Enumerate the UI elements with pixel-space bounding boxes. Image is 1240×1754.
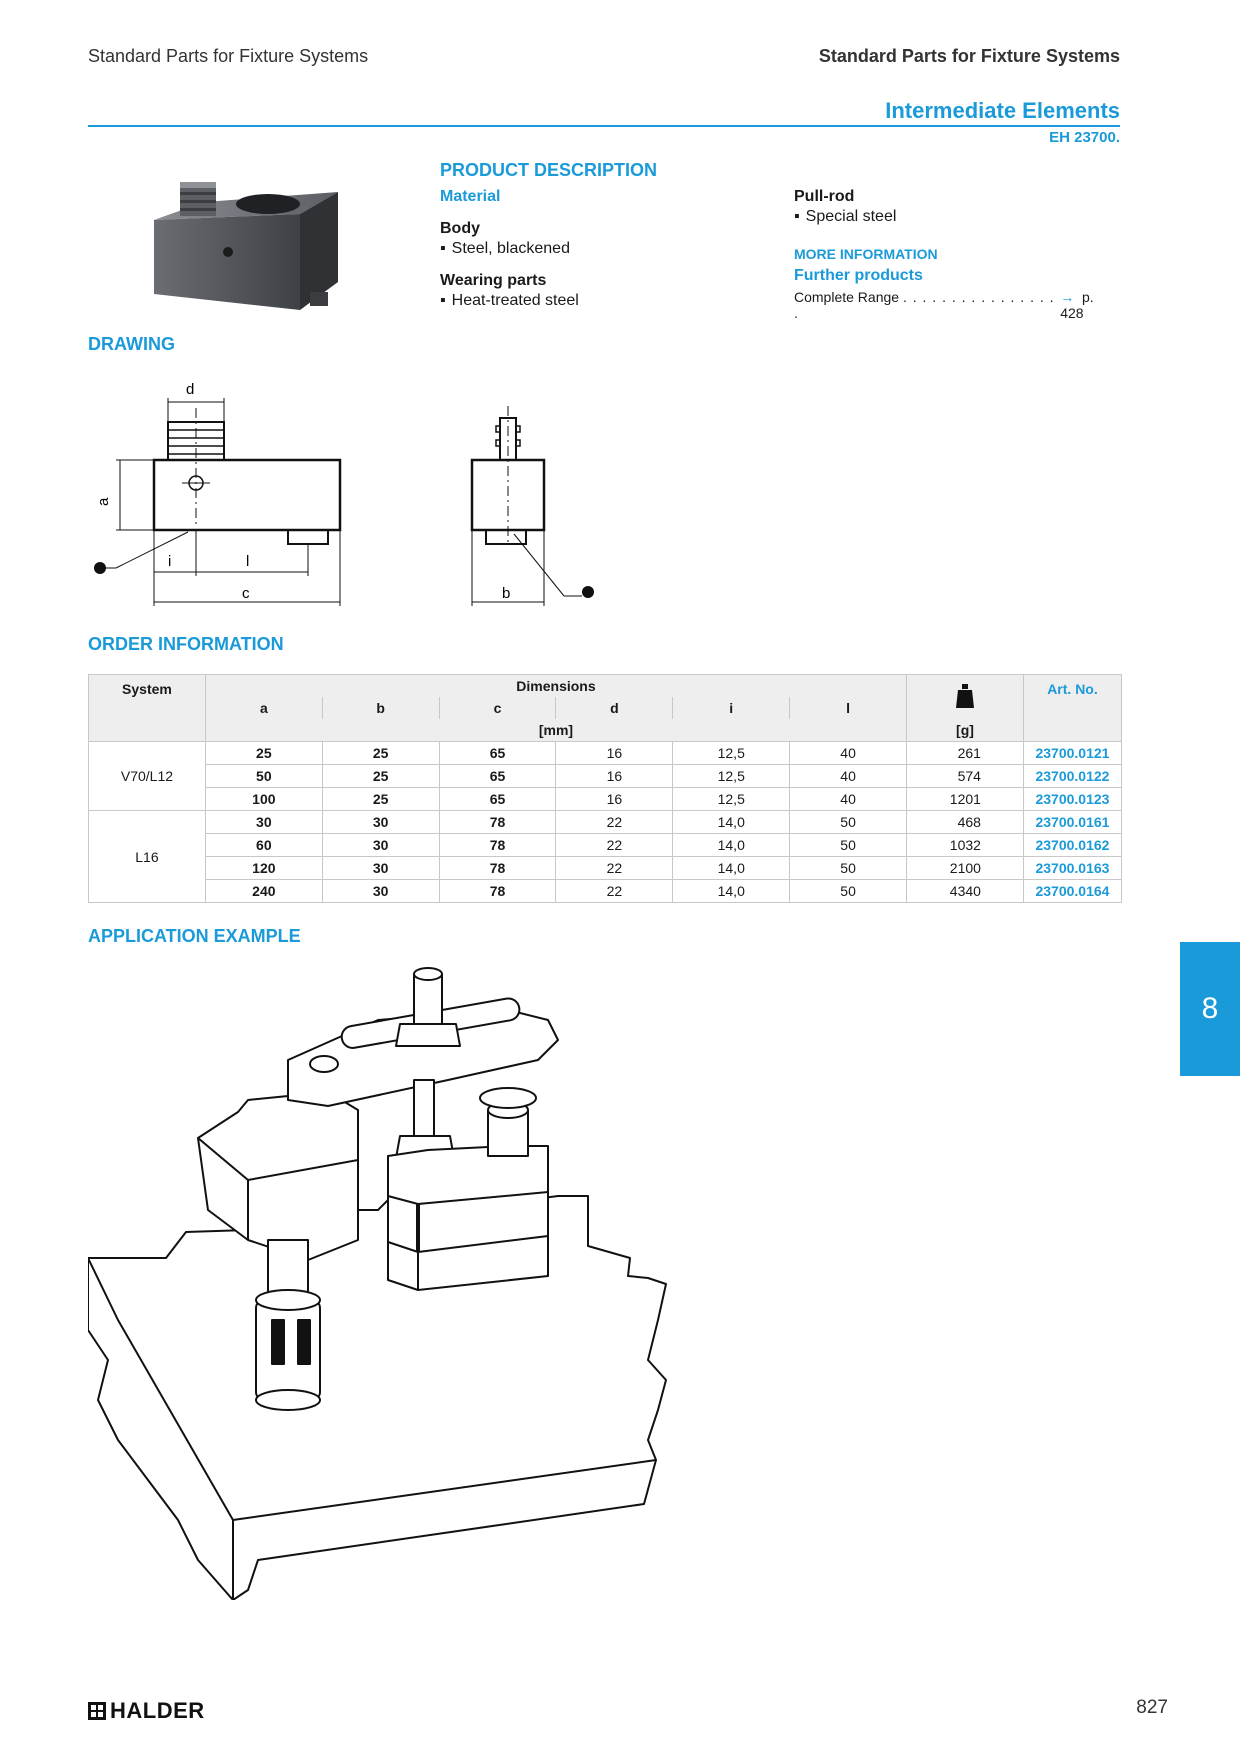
application-example-title: APPLICATION EXAMPLE [88, 926, 301, 946]
order-table [88, 674, 1122, 903]
cell-d: 22 [556, 880, 673, 903]
cell-l: 50 [790, 834, 907, 857]
cell-art-no[interactable]: 23700.0122 [1023, 765, 1121, 788]
header-col-l: l [790, 697, 907, 719]
header-col-a: a [205, 697, 322, 719]
leader-dots: . . . . . . . . . . . . . . . . . [794, 289, 1055, 321]
cell-b: 25 [322, 765, 439, 788]
order-information-title: ORDER INFORMATION [88, 634, 284, 654]
cell-i: 12,5 [673, 765, 790, 788]
cell-d: 16 [556, 742, 673, 765]
cell-l: 50 [790, 857, 907, 880]
cell-a: 100 [205, 788, 322, 811]
cell-art-no[interactable]: 23700.0163 [1023, 857, 1121, 880]
header-rule [88, 125, 1120, 127]
pull-rod-label: Pull-rod [794, 188, 855, 205]
cell-a: 30 [205, 811, 322, 834]
cell-weight: 574 [907, 765, 1024, 788]
cell-d: 22 [556, 857, 673, 880]
section-code: EH 23700. [1049, 129, 1120, 146]
body-value: ▪ Steel, blackened [440, 240, 570, 258]
dim-label-l: l [246, 553, 250, 570]
cell-a: 50 [205, 765, 322, 788]
table-row [89, 742, 1122, 765]
product-photo [150, 172, 340, 320]
wearing-parts-value: ▪ Heat-treated steel [440, 292, 579, 310]
table-row [89, 880, 1122, 903]
cell-art-no[interactable]: 23700.0121 [1023, 742, 1121, 765]
cell-d: 22 [556, 834, 673, 857]
cell-c: 78 [439, 834, 556, 857]
weight-icon [956, 684, 974, 708]
cell-weight: 1032 [907, 834, 1024, 857]
header-system: System [89, 675, 206, 742]
header-col-b: b [322, 697, 439, 719]
complete-range-label: Complete Range [794, 289, 900, 305]
cell-l: 50 [790, 880, 907, 903]
cell-l: 50 [790, 811, 907, 834]
cell-art-no[interactable]: 23700.0123 [1023, 788, 1121, 811]
running-header-right: Standard Parts for Fixture Systems [818, 46, 1120, 66]
cell-l: 40 [790, 742, 907, 765]
wearing-parts-label: Wearing parts [440, 272, 547, 289]
table-row [89, 811, 1122, 834]
running-header-left: Standard Parts for Fixture Systems [88, 46, 369, 66]
cell-c: 78 [439, 880, 556, 903]
cell-d: 16 [556, 765, 673, 788]
cell-d: 16 [556, 788, 673, 811]
page-reference: p. 428 [1060, 289, 1094, 321]
table-row [89, 788, 1122, 811]
cell-i: 14,0 [673, 811, 790, 834]
cell-i: 14,0 [673, 857, 790, 880]
table-row [89, 834, 1122, 857]
dim-label-a: a [95, 497, 112, 506]
chapter-tab[interactable]: 8 [1180, 942, 1240, 1076]
complete-range-link[interactable] [794, 289, 1120, 321]
cell-i: 14,0 [673, 834, 790, 857]
cell-a: 60 [205, 834, 322, 857]
cell-i: 12,5 [673, 788, 790, 811]
cell-weight: 468 [907, 811, 1024, 834]
cell-b: 25 [322, 788, 439, 811]
dim-label-c: c [242, 585, 250, 602]
cell-a: 25 [205, 742, 322, 765]
header-unit-g: [g] [907, 719, 1024, 742]
cell-c: 65 [439, 742, 556, 765]
cell-b: 30 [322, 880, 439, 903]
halder-logo-icon [88, 1702, 106, 1720]
cell-art-no[interactable]: 23700.0162 [1023, 834, 1121, 857]
system-cell: L16 [89, 811, 206, 903]
cell-l: 40 [790, 765, 907, 788]
header-dimensions: Dimensions [205, 675, 906, 698]
weight-header [907, 675, 1024, 720]
header-unit-mm: [mm] [205, 719, 906, 742]
body-label: Body [440, 220, 480, 237]
header-col-i: i [673, 697, 790, 719]
further-products-heading: Further products [794, 267, 923, 284]
arrow-right-icon: → [1060, 289, 1075, 305]
page-number: 827 [1136, 1697, 1168, 1718]
section-title: Intermediate Elements [885, 98, 1120, 123]
cell-weight: 2100 [907, 857, 1024, 880]
product-description-title: PRODUCT DESCRIPTION [440, 160, 658, 180]
cell-c: 65 [439, 765, 556, 788]
drawing-title: DRAWING [88, 334, 175, 354]
cell-weight: 4340 [907, 880, 1024, 903]
cell-c: 78 [439, 811, 556, 834]
cell-d: 22 [556, 811, 673, 834]
cell-art-no[interactable]: 23700.0161 [1023, 811, 1121, 834]
dim-label-b: b [502, 585, 511, 602]
cell-l: 40 [790, 788, 907, 811]
halder-logo [88, 1698, 205, 1724]
cell-weight: 261 [907, 742, 1024, 765]
cell-art-no[interactable]: 23700.0164 [1023, 880, 1121, 903]
table-row [89, 765, 1122, 788]
technical-drawing [88, 370, 628, 620]
application-illustration [88, 960, 768, 1600]
header-col-c: c [439, 697, 556, 719]
dim-label-d: d [186, 381, 195, 398]
cell-b: 30 [322, 811, 439, 834]
cell-b: 30 [322, 834, 439, 857]
cell-i: 12,5 [673, 742, 790, 765]
more-information-heading: MORE INFORMATION [794, 246, 938, 262]
material-heading: Material [440, 188, 501, 205]
cell-b: 25 [322, 742, 439, 765]
cell-c: 78 [439, 857, 556, 880]
pull-rod-value: ▪ Special steel [794, 208, 896, 226]
header-col-d: d [556, 697, 673, 719]
header-art-no: Art. No. [1023, 675, 1121, 742]
dim-label-i: i [168, 553, 172, 570]
system-cell: V70/L12 [89, 742, 206, 811]
cell-a: 120 [205, 857, 322, 880]
cell-c: 65 [439, 788, 556, 811]
cell-i: 14,0 [673, 880, 790, 903]
table-row [89, 857, 1122, 880]
cell-b: 30 [322, 857, 439, 880]
cell-weight: 1201 [907, 788, 1024, 811]
logo-text: HALDER [110, 1698, 205, 1723]
cell-a: 240 [205, 880, 322, 903]
